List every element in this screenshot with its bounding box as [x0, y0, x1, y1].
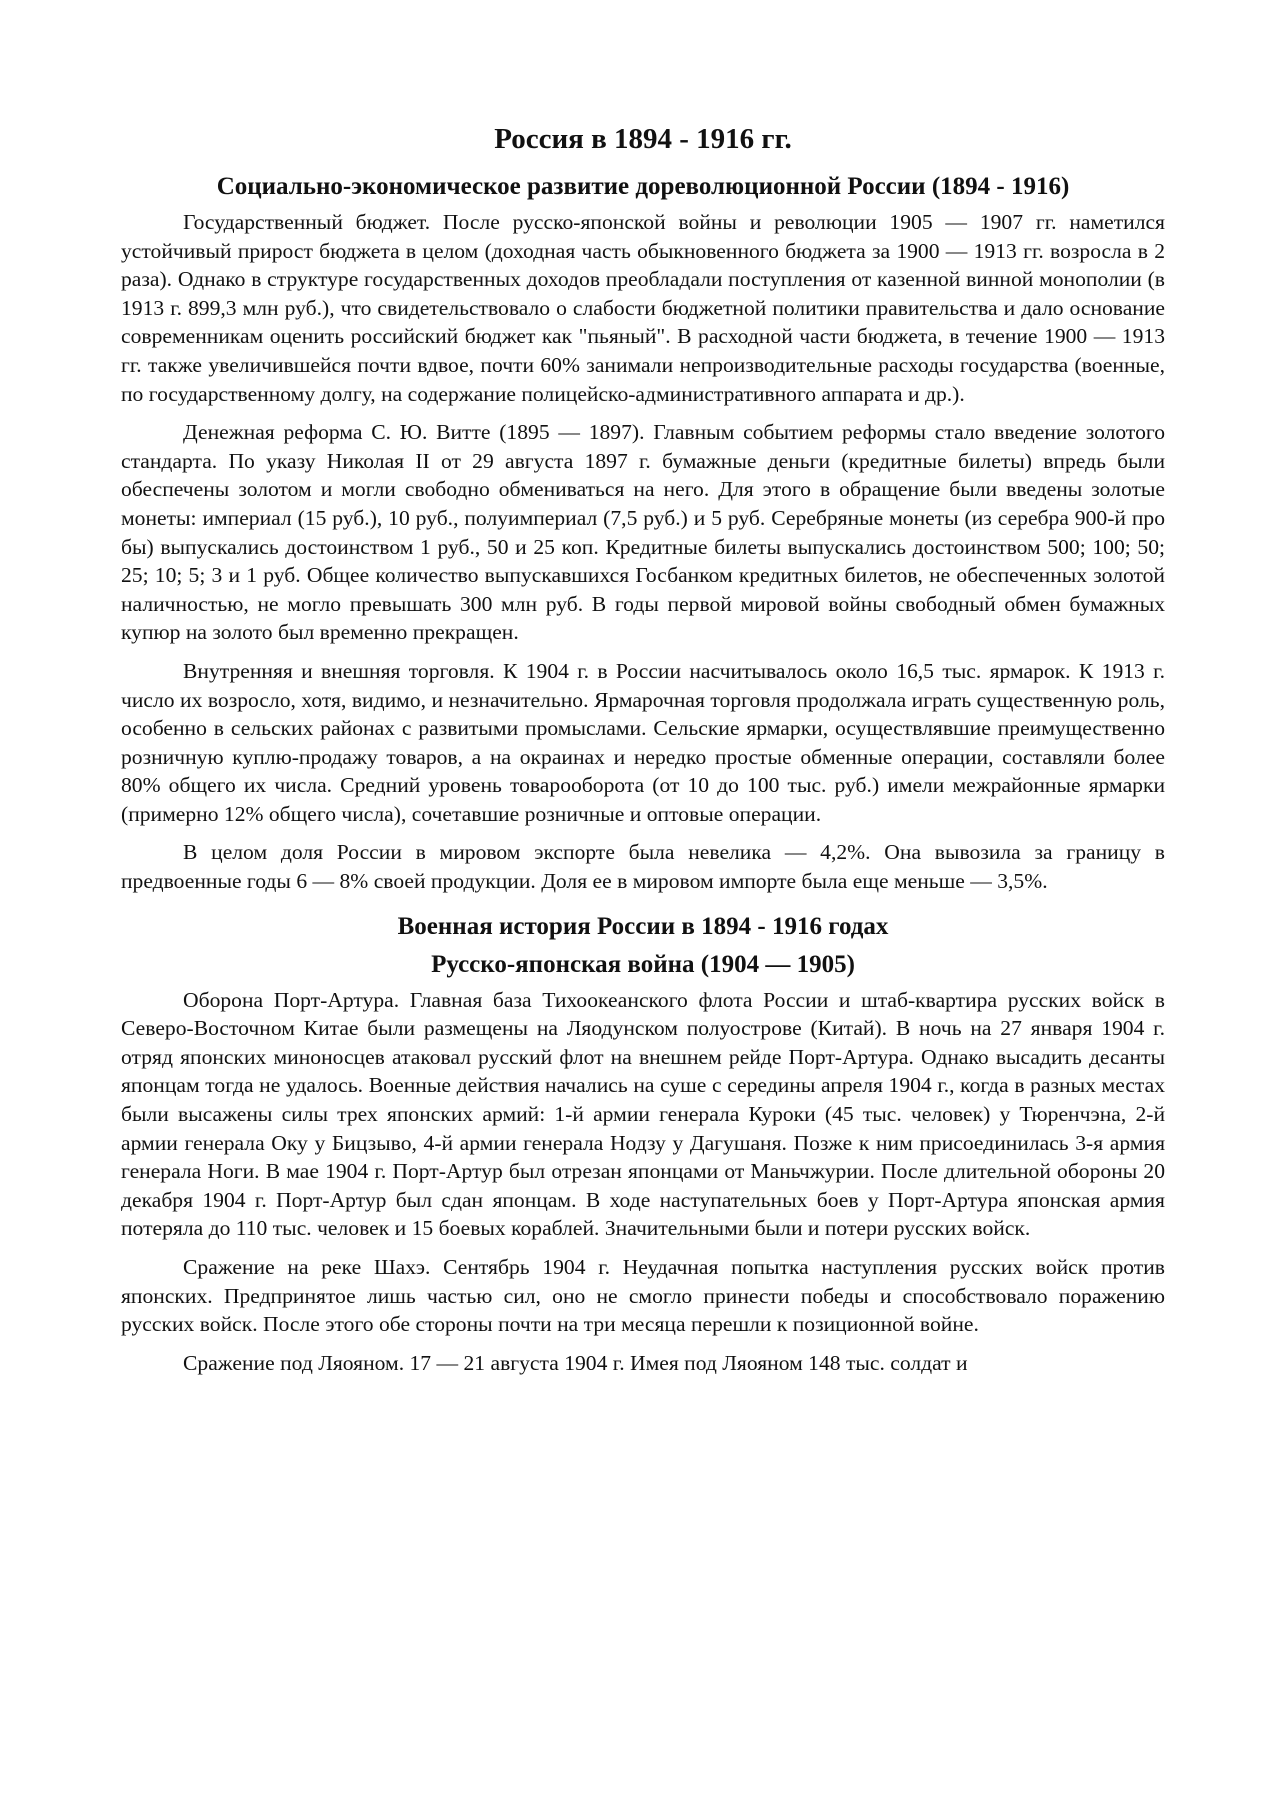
paragraph-shahe: Сражение на реке Шахэ. Сентябрь 1904 г. Неудачная попытка наступления русских войск против японских. Предпринятое лишь частью сил, оно не смогло принести победы и способствовало поражению русских войск. После этого обе стороны почти на три месяца перешли к позиционной войне.	[121, 1255, 1165, 1337]
section-heading-economy: Социально-экономическое развитие дореволюционной России (1894 - 1916)	[216, 173, 1070, 200]
section-subheading-war: Русско-японская война (1904 — 1905)	[431, 950, 855, 978]
document-title: Россия в 1894 - 1916 гг.	[494, 123, 792, 155]
paragraph-budget: Государственный бюджет. После русско-японской войны и революции 1905 — 1907 гг. наметился устойчивый прирост бюджета в целом (доходная часть обыкновенного бюджета за 1900 — 1913 гг. возросла в 2 раза). Однако в структуре государственных доходов преобладали поступления от казенной винной монополии (в 1913 г. 899,3 млн руб.), что свидетельствовало о слабости бюджетной политики правительства и дало основание современникам оценить российский бюджет как "пьяный". В расходной части бюджета, в течение 1900 — 1913 гг. также увеличившейся почти вдвое, почти 60% занимали непроизводительные расходы государства (военные, по государственному долгу, на содержание полицейско-административного аппарата и др.).	[121, 210, 1165, 406]
paragraph-export: В целом доля России в мировом экспорте была невелика — 4,2%. Она вывозила за границу в предвоенные годы 6 — 8% своей продукции. Доля ее в мировом импорте была еще меньше — 3,5%.	[121, 840, 1165, 894]
paragraph-monetary-reform: Денежная реформа С. Ю. Витте (1895 — 1897). Главным событием реформы стало введение золотого стандарта. По указу Николая II от 29 августа 1897 г. бумажные деньги (кредитные билеты) впредь были обеспечены золотом и могли свободно обмениваться на него. Для этого в обращение были введены золотые монеты: империал (15 руб.), 10 руб., полуимпериал (7,5 руб.) и 5 руб. Серебряные монеты (из серебра 900-й про бы) выпускались достоинством 1 руб., 50 и 25 коп. Кредитные билеты выпускались достоинством 500; 100; 50; 25; 10; 5; 3 и 1 руб. Общее количество выпускавшихся Госбанком кредитных билетов, не обеспеченных золотой наличностью, не могло превышать 300 млн руб. В годы первой мировой войны свободный обмен бумажных купюр на золото был временно прекращен.	[121, 420, 1165, 645]
section-heading-military: Военная история России в 1894 - 1916 годах	[397, 912, 889, 940]
paragraph-port-arthur: Оборона Порт-Артура. Главная база Тихоокеанского флота России и штаб-квартира русских войск в Северо-Восточном Китае были размещены на Ляодунском полуострове (Китай). В ночь на 27 января 1904 г. отряд японских миноносцев атаковал русский флот на внешнем рейде Порт-Артура. Однако высадить десанты японцам тогда не удалось. Военные действия начались на суше с середины апреля 1904 г., когда в разных местах были высажены силы трех японских армий: 1-й армии генерала Куроки (45 тыс. человек) у Тюренчэна, 2-й армии генерала Оку у Бицзыво, 4-й армии генерала Нодзу у Дагушаня. Позже к ним присоединилась 3-я армия генерала Ноги. В мае 1904 г. Порт-Артур был отрезан японцами от Маньчжурии. После длительной обороны 20 декабря 1904 г. Порт-Артур был сдан японцам. В ходе наступательных боев у Порт-Артура японская армия потеряла до 110 тыс. человек и 15 боевых кораблей. Значительными были и потери русских войск.	[121, 987, 1165, 1241]
paragraph-liaoyang: Сражение под Ляояном. 17 — 21 августа 1904 г. Имея под Ляояном 148 тыс. солдат и	[183, 1350, 968, 1375]
paragraph-trade: Внутренняя и внешняя торговля. К 1904 г. в России насчитывалось около 16,5 тыс. ярмарок. К 1913 г. число их возросло, хотя, видимо, и незначительно. Ярмарочная торговля продолжала играть существенную роль, особенно в сельских районах с развитыми промыслами. Сельские ярмарки, осуществлявшие преимущественно розничную куплю-продажу товаров, а на окраинах и нередко простые обменные операции, составляли более 80% общего их числа. Средний уровень товарооборота (от 10 до 100 тыс. руб.) имели межрайонные ярмарки (примерно 12% общего числа), сочетавшие розничные и оптовые операции.	[121, 658, 1165, 826]
